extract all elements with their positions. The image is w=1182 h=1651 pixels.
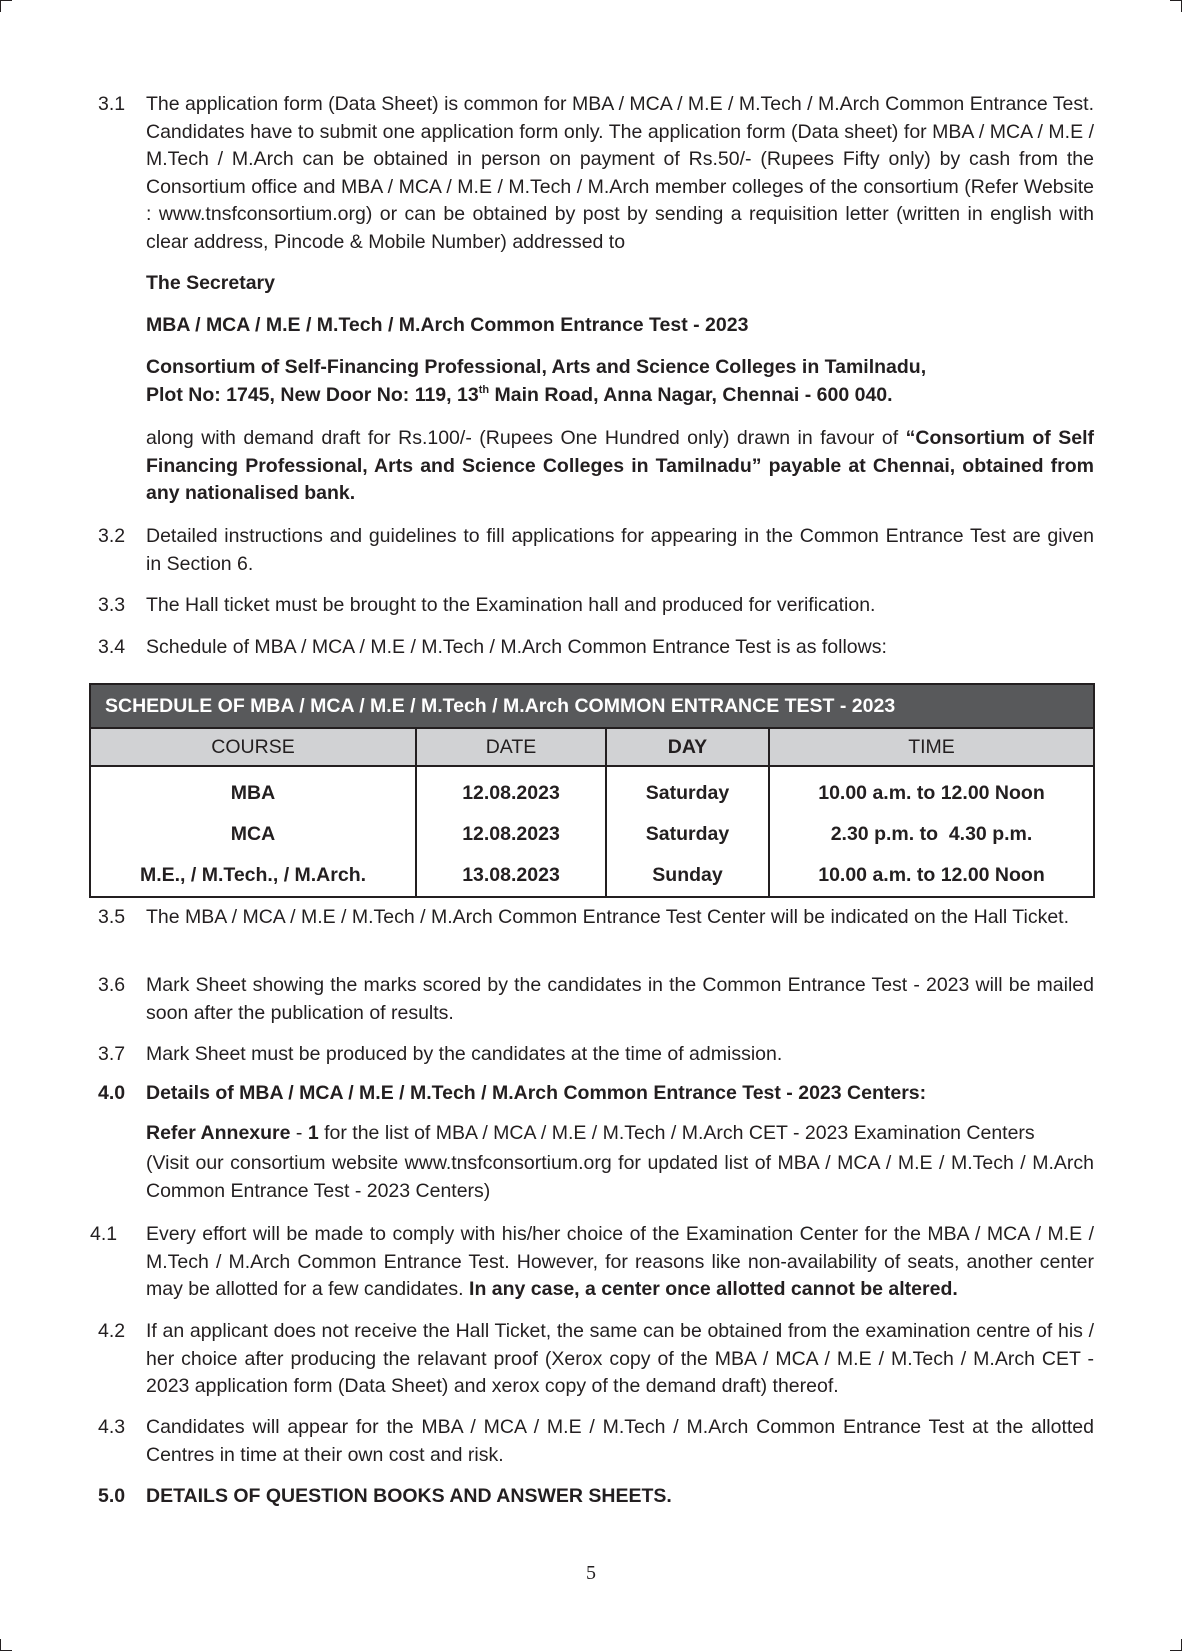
cell-time: 10.00 a.m. to 12.00 Noon	[769, 855, 1094, 897]
section-text: If an applicant does not receive the Hall Ticket, the same can be obtained from the examination centre of his / her choice after producing the relavant proof (Xerox copy of the MBA / MCA / M.E / M.Tech / M.Arch CET - 2023 application form (Data Sheet) and xerox copy of the demand draft) thereof.	[146, 1320, 1094, 1397]
table-row	[90, 855, 1094, 897]
section-number: 3.7	[98, 1043, 126, 1065]
cell-course: M.E., / M.Tech., / M.Arch.	[90, 855, 416, 897]
section-text: Schedule of MBA / MCA / M.E / M.Tech / M.Arch Common Entrance Test is as follows:	[146, 636, 887, 658]
section-3-5	[90, 904, 1094, 932]
section-3-6	[90, 972, 1094, 1027]
cell-date: 12.08.2023	[416, 766, 606, 814]
section-text: The MBA / MCA / M.E / M.Tech / M.Arch Common Entrance Test Center will be indicated on the Hall Ticket.	[146, 906, 1069, 928]
test-name: MBA / MCA / M.E / M.Tech / M.Arch Common Entrance Test - 2023	[146, 314, 749, 336]
section-number: 3.1	[98, 93, 126, 115]
section-number: 4.1	[90, 1223, 118, 1245]
cell-date: 13.08.2023	[416, 855, 606, 897]
visit-website-note: (Visit our consortium website www.tnsfconsortium.org for updated list of MBA / MCA / M.E / M.Tech / M.Arch Common Entrance Test - 2023 Centers)	[146, 1152, 1094, 1202]
section-text: The Hall ticket must be brought to the Examination hall and produced for verification.	[146, 594, 876, 616]
section-text: Detailed instructions and guidelines to fill applications for appearing in the Common Entrance Test are given in Section 6.	[146, 525, 1094, 575]
section-4-1	[90, 1221, 1094, 1304]
section-text: Mark Sheet showing the marks scored by the candidates in the Common Entrance Test - 2023 will be mailed soon after the publication of results.	[146, 974, 1094, 1024]
cell-course: MBA	[90, 766, 416, 814]
section-heading: DETAILS OF QUESTION BOOKS AND ANSWER SHEETS.	[146, 1485, 672, 1507]
cell-date: 12.08.2023	[416, 814, 606, 855]
section-number: 3.6	[98, 974, 126, 996]
section-4-0	[90, 1080, 1094, 1108]
section-text: Mark Sheet must be produced by the candidates at the time of admission.	[146, 1043, 783, 1065]
section-heading: Details of MBA / MCA / M.E / M.Tech / M.Arch Common Entrance Test - 2023 Centers:	[146, 1082, 927, 1104]
table-row	[90, 814, 1094, 855]
section-3-4	[90, 634, 1094, 662]
section-text: Candidates will appear for the MBA / MCA / M.E / M.Tech / M.Arch Common Entrance Test at the allotted Centres in time at their own cost and risk.	[146, 1416, 1094, 1466]
section-3-7	[90, 1041, 1094, 1069]
column-header-date: DATE	[416, 728, 606, 766]
section-text: The application form (Data Sheet) is common for MBA / MCA / M.E / M.Tech / M.Arch Common Entrance Test. Candidates have to submit one application form only. The application form (Data sheet) for MBA / MCA / M.E / M.Tech / M.Arch can be obtained in person on payment of Rs.50/- (Rupees Fifty only) by cash from the Consortium office and MBA / MCA / M.E / M.Tech / M.Arch member colleges of the consortium (Refer Website : www.tnsfconsortium.org) or can be obtained by post by sending a requisition letter (written in english with clear address, Pincode & Mobile Number) addressed to	[146, 93, 1094, 253]
page-number: 5	[586, 1562, 596, 1584]
cell-day: Saturday	[606, 766, 769, 814]
refer-annexure: Refer Annexure - 1 for the list of MBA / MCA / M.E / M.Tech / M.Arch CET - 2023 Examination Centers	[146, 1122, 1035, 1144]
column-header-day: DAY	[606, 728, 769, 766]
section-number: 3.3	[98, 594, 126, 616]
section-3-2	[90, 523, 1094, 578]
cell-day: Saturday	[606, 814, 769, 855]
demand-draft-paragraph: along with demand draft for Rs.100/- (Rupees One Hundred only) drawn in favour of “Consortium of Self Financing Professional, Arts and Science Colleges in Tamilnadu” payable at Chennai, obtained from any nationalised bank.	[146, 427, 1094, 504]
section-4-2	[90, 1318, 1094, 1401]
section-number: 5.0	[98, 1485, 126, 1507]
cell-time: 2.30 p.m. to 4.30 p.m.	[769, 814, 1094, 855]
section-number: 3.5	[98, 906, 126, 928]
cell-course: MCA	[90, 814, 416, 855]
schedule-table	[89, 683, 1095, 898]
table-row	[90, 766, 1094, 814]
column-header-course: COURSE	[90, 728, 416, 766]
schedule-title: SCHEDULE OF MBA / MCA / M.E / M.Tech / M.Arch COMMON ENTRANCE TEST - 2023	[90, 684, 1094, 728]
column-header-time: TIME	[769, 728, 1094, 766]
section-text: Every effort will be made to comply with his/her choice of the Examination Center for the MBA / MCA / M.E / M.Tech / M.Arch Common Entrance Test. However, for reasons like non-availability of seats, another center may be allotted for a few candidates. In any case, a center once allotted cannot be altered.	[146, 1223, 1094, 1300]
section-number: 4.3	[98, 1416, 126, 1438]
consortium-address: Plot No: 1745, New Door No: 119, 13th Main Road, Anna Nagar, Chennai - 600 040.	[146, 384, 893, 406]
consortium-name: Consortium of Self-Financing Professional, Arts and Science Colleges in Tamilnadu,	[146, 356, 927, 378]
section-5-0	[90, 1483, 1094, 1511]
section-4-3	[90, 1414, 1094, 1469]
section-number: 4.0	[98, 1082, 126, 1104]
secretary-label: The Secretary	[146, 272, 275, 294]
section-number: 3.4	[98, 636, 126, 658]
section-3-3	[90, 592, 1094, 620]
cell-time: 10.00 a.m. to 12.00 Noon	[769, 766, 1094, 814]
cell-day: Sunday	[606, 855, 769, 897]
section-3-1	[90, 91, 1094, 256]
section-number: 4.2	[98, 1320, 126, 1342]
section-number: 3.2	[98, 525, 126, 547]
